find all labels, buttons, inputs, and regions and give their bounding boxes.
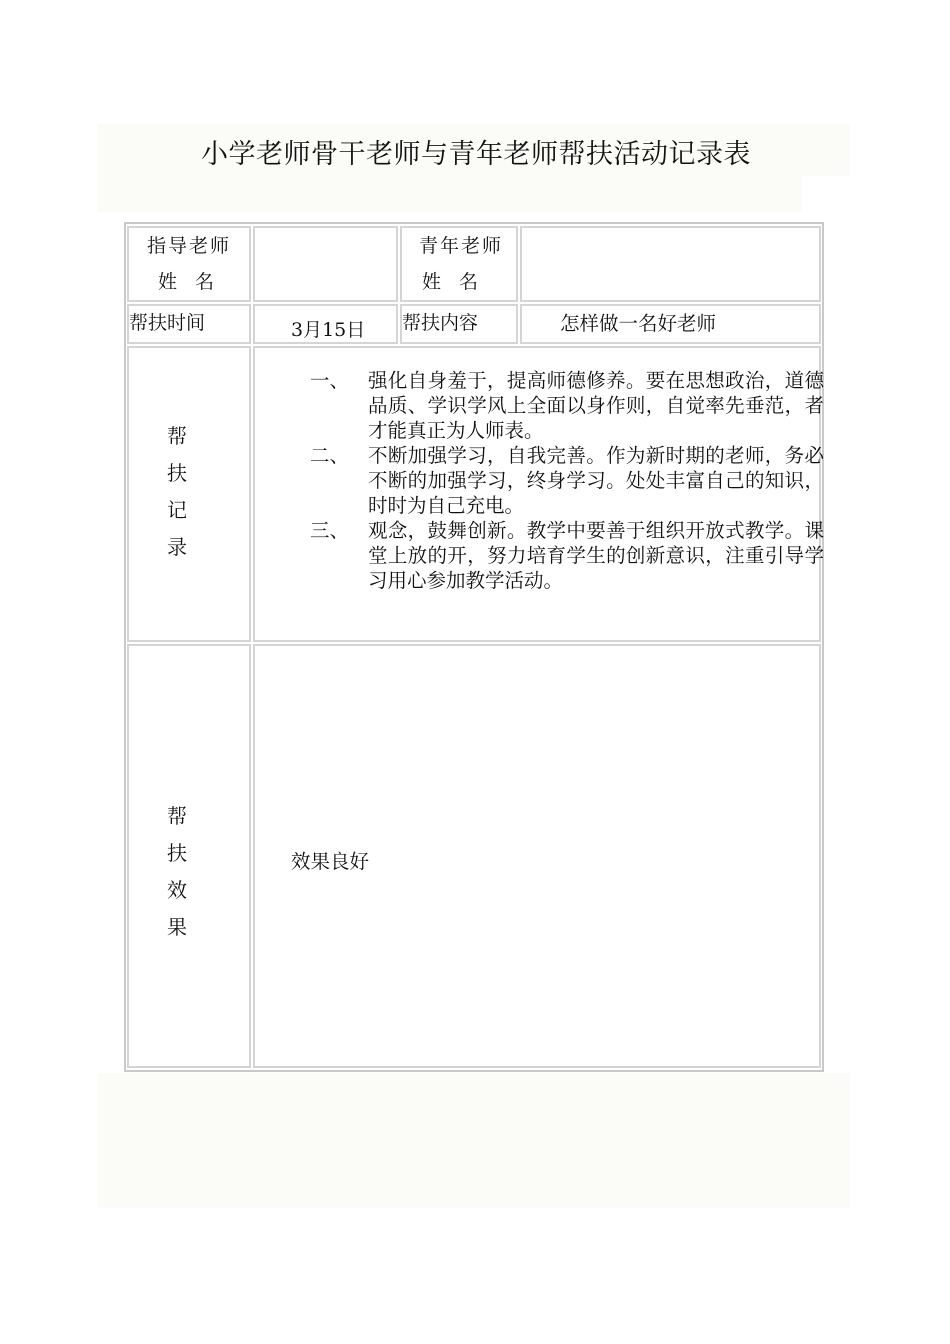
record-item-text: 观念，鼓舞创新。教学中要善于组织开放式教学。课堂上放的开，努力培育学生的创新意识，注重引导学习用心参加教学活动。 (368, 519, 824, 592)
record-item (310, 368, 824, 443)
record-label-char: 帮 (167, 424, 187, 448)
young-label-line2: 姓 名 (421, 271, 485, 293)
record-item-number: 二、 (310, 444, 350, 467)
record-item (310, 518, 824, 593)
time-value-cell[interactable] (253, 304, 398, 344)
record-item-text: 强化自身羞于，提高师德修养。要在思想政治，道德品质、学识学风上全面以身作则，自觉率先垂范，者才能真正为人师表。 (368, 369, 824, 442)
mentor-label-line1: 指导老师 (146, 235, 231, 257)
effect-label-char: 扶 (167, 841, 187, 865)
mentor-label-cell (127, 226, 251, 302)
content-label: 帮扶内容 (402, 312, 479, 334)
effect-label (157, 800, 197, 948)
young-label-cell (400, 226, 518, 302)
time-label-cell (127, 304, 251, 344)
time-value: 3月15日 (291, 319, 366, 341)
footer-band (98, 1073, 850, 1208)
header-band-notch (802, 176, 850, 212)
record-item-number: 一、 (310, 369, 350, 392)
record-label-char: 扶 (167, 461, 187, 485)
record-label (157, 420, 197, 568)
record-label-cell (127, 346, 251, 642)
record-list (310, 368, 824, 593)
effect-content-cell[interactable] (253, 644, 821, 1068)
effect-label-cell (127, 644, 251, 1068)
young-label-line1: 青年老师 (418, 235, 503, 257)
page-title: 小学老师骨干老师与青年老师帮扶活动记录表 (201, 139, 751, 170)
record-item-number: 三、 (310, 519, 350, 542)
mentor-name-cell[interactable] (253, 226, 398, 302)
record-item-text: 不断加强学习，自我完善。作为新时期的老师，务必不断的加强学习，终身学习。处处丰富自己的知识，时时为自己充电。 (368, 444, 824, 517)
time-label: 帮扶时间 (129, 312, 206, 334)
record-item (310, 443, 824, 518)
mentor-label-line2: 姓 名 (157, 271, 221, 293)
effect-label-char: 果 (167, 915, 187, 939)
record-label-char: 记 (167, 498, 187, 522)
effect-label-char: 效 (167, 878, 187, 902)
record-label-char: 录 (167, 535, 187, 559)
content-value-cell[interactable] (520, 304, 821, 344)
effect-value: 效果良好 (291, 850, 370, 873)
young-name-cell[interactable] (520, 226, 821, 302)
content-value: 怎样做一名好老师 (560, 312, 717, 335)
effect-label-char: 帮 (167, 804, 187, 828)
content-label-cell (400, 304, 518, 344)
